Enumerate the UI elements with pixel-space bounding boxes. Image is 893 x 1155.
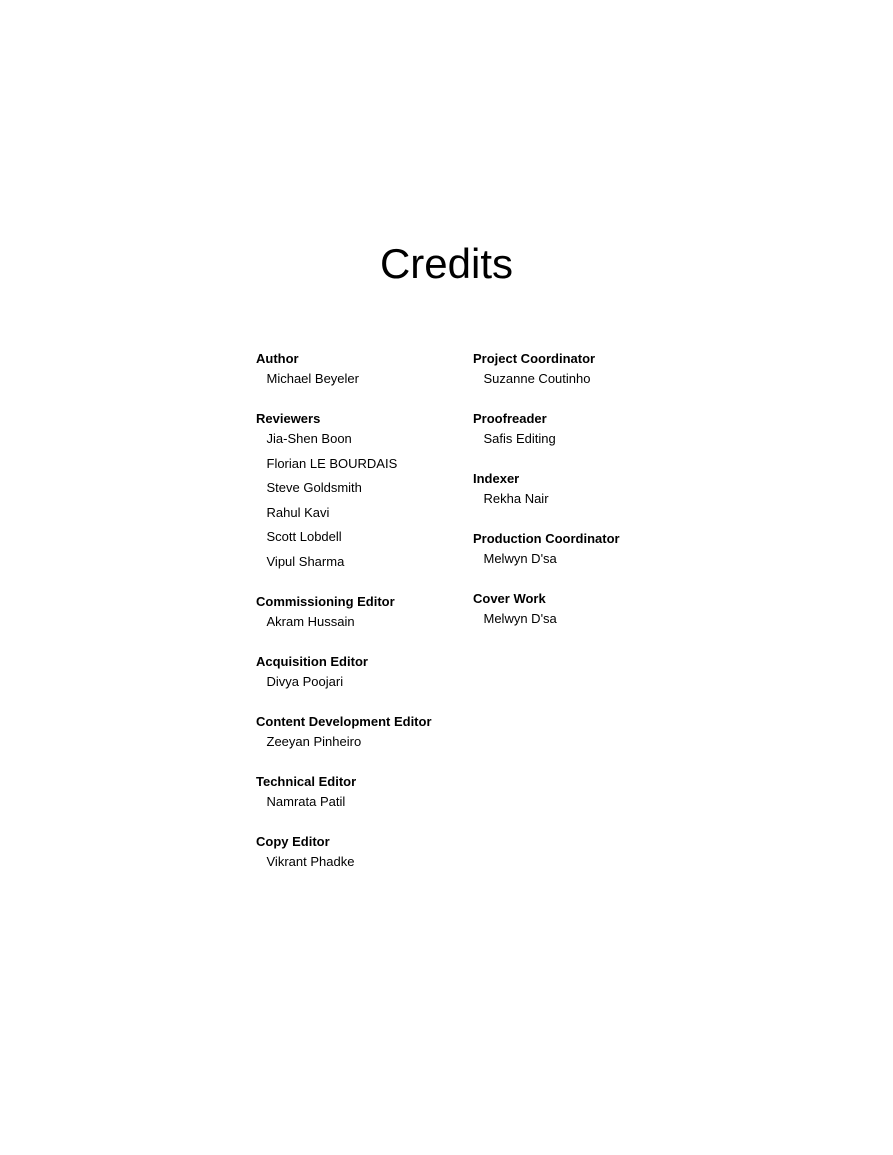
- credit-role: Commissioning Editor: [256, 593, 395, 609]
- credit-name: Florian LE BOURDAIS: [266, 455, 398, 471]
- credit-role: Production Coordinator: [473, 531, 620, 546]
- credit-role: Author: [256, 351, 299, 366]
- credit-name: Vikrant Phadke: [266, 853, 355, 869]
- credit-names: [256, 612, 466, 632]
- credit-role: Technical Editor: [256, 773, 357, 789]
- credit-name: Suzanne Coutinho: [483, 371, 591, 386]
- credit-names: [256, 429, 466, 572]
- credit-section-production-coordinator: [473, 529, 673, 569]
- credit-role: Indexer: [473, 471, 520, 486]
- credit-name: Namrata Patil: [266, 793, 346, 809]
- credit-section-copy-editor: [256, 832, 466, 872]
- credit-name: Safis Editing: [483, 431, 556, 446]
- credit-section-indexer: [473, 469, 673, 509]
- credit-name: Melwyn D'sa: [483, 551, 557, 566]
- credit-names: [256, 732, 466, 752]
- credit-role: Copy Editor: [256, 833, 330, 849]
- credit-name: Michael Beyeler: [266, 371, 359, 386]
- credit-role: Cover Work: [473, 591, 546, 606]
- credit-section-proofreader: [473, 409, 673, 449]
- credit-name: Vipul Sharma: [266, 553, 345, 569]
- credit-name: Zeeyan Pinheiro: [266, 733, 362, 749]
- credit-section-commissioning-editor: [256, 592, 466, 632]
- credit-section-acquisition-editor: [256, 652, 466, 692]
- credit-section-technical-editor: [256, 772, 466, 812]
- credit-name: Steve Goldsmith: [266, 480, 362, 495]
- credit-role: Content Development Editor: [256, 713, 432, 729]
- credit-names: [256, 369, 466, 389]
- credit-names: [473, 609, 673, 629]
- credit-name: Akram Hussain: [266, 613, 355, 629]
- credit-name: Melwyn D'sa: [483, 611, 557, 626]
- credit-name: Scott Lobdell: [266, 529, 342, 544]
- credit-names: [473, 429, 673, 449]
- credit-section-project-coordinator: [473, 349, 673, 389]
- page-title: Credits: [379, 240, 514, 287]
- credit-section-reviewers: [256, 409, 466, 572]
- credit-names: [473, 369, 673, 389]
- credit-section-cover-work: [473, 589, 673, 629]
- credit-names: [473, 489, 673, 509]
- credit-name: Rekha Nair: [483, 491, 549, 506]
- credit-role: Acquisition Editor: [256, 653, 368, 669]
- credit-role: Project Coordinator: [473, 351, 596, 366]
- credit-names: [256, 852, 466, 872]
- credits-left-column: [256, 349, 466, 892]
- credit-name: Jia-Shen Boon: [266, 431, 352, 446]
- credit-names: [256, 672, 466, 692]
- credit-name: Rahul Kavi: [266, 504, 330, 520]
- credit-role: Proofreader: [473, 411, 547, 426]
- credit-role: Reviewers: [256, 411, 321, 426]
- credit-names: [256, 792, 466, 812]
- credit-section-content-development-editor: [256, 712, 466, 752]
- credit-name: Divya Poojari: [266, 673, 344, 689]
- credits-right-column: [473, 349, 673, 649]
- credit-names: [473, 549, 673, 569]
- credit-section-author: [256, 349, 466, 389]
